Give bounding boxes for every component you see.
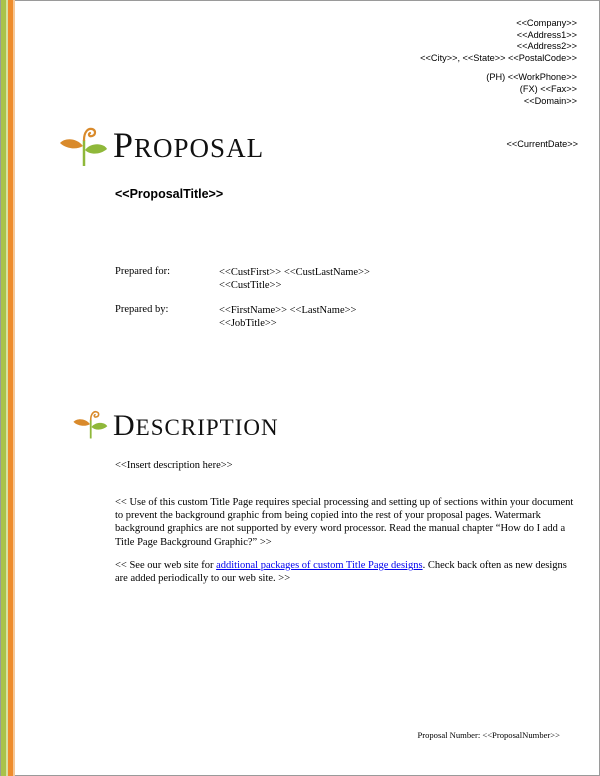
proposal-title: <<ProposalTitle>> [115, 187, 224, 201]
left-stripe-light-orange [13, 0, 15, 776]
website-paragraph-before: << See our web site for [115, 560, 217, 571]
company-address-block [420, 18, 577, 107]
prepared-for-label: Prepared for: [115, 266, 171, 277]
description-placeholder: <<Insert description here>> [115, 460, 233, 471]
address-spacer [420, 64, 577, 72]
sprout-small-logo-icon [72, 406, 108, 440]
company-line: <<Company>> [516, 18, 577, 28]
description-heading-initial: D [113, 409, 136, 442]
city-state-postal-line: <<City>>, <<State>> <<PostalCode>> [420, 52, 577, 63]
prepared-by-value [219, 304, 356, 330]
address1-line: <<Address1>> [516, 29, 577, 40]
fax-line: (FX) <<Fax>> [519, 83, 577, 94]
author-title: <<JobTitle>> [219, 318, 277, 329]
customer-name: <<CustFirst>> <<CustLastName>> [219, 267, 370, 278]
sprout-logo-icon [58, 122, 108, 167]
address2-line: <<Address2>> [516, 41, 577, 52]
notice-paragraph: << Use of this custom Title Page requires special processing and setting up of sections within your document to prevent the background graphic from being copied into the rest of your proposal pages. Watermark background graphics are not supported by every word processor. Read the manual chapter “How do I add a Title Page Background Graphic?” >> [115, 497, 574, 548]
customer-title: <<CustTitle>> [219, 280, 282, 291]
proposal-number: Proposal Number: <<ProposalNumber>> [417, 730, 560, 740]
prepared-by-label: Prepared by: [115, 304, 169, 315]
website-paragraph [115, 559, 575, 585]
proposal-heading [113, 124, 264, 166]
description-heading [113, 409, 279, 443]
phone-line: (PH) <<WorkPhone>> [486, 72, 577, 83]
proposal-heading-initial: P [113, 125, 135, 165]
proposal-heading-rest: ROPOSAL [134, 133, 265, 163]
website-paragraph-after: . Check back often as new designs are added periodically to our web site. >> [115, 560, 567, 585]
description-heading-rest: ESCRIPTION [135, 415, 279, 440]
prepared-for-value [219, 266, 370, 292]
domain-line: <<Domain>> [523, 95, 577, 106]
title-page-designs-link[interactable]: additional packages of custom Title Page designs [216, 560, 423, 571]
current-date: <<CurrentDate>> [506, 139, 578, 149]
author-name: <<FirstName>> <<LastName>> [219, 305, 357, 316]
